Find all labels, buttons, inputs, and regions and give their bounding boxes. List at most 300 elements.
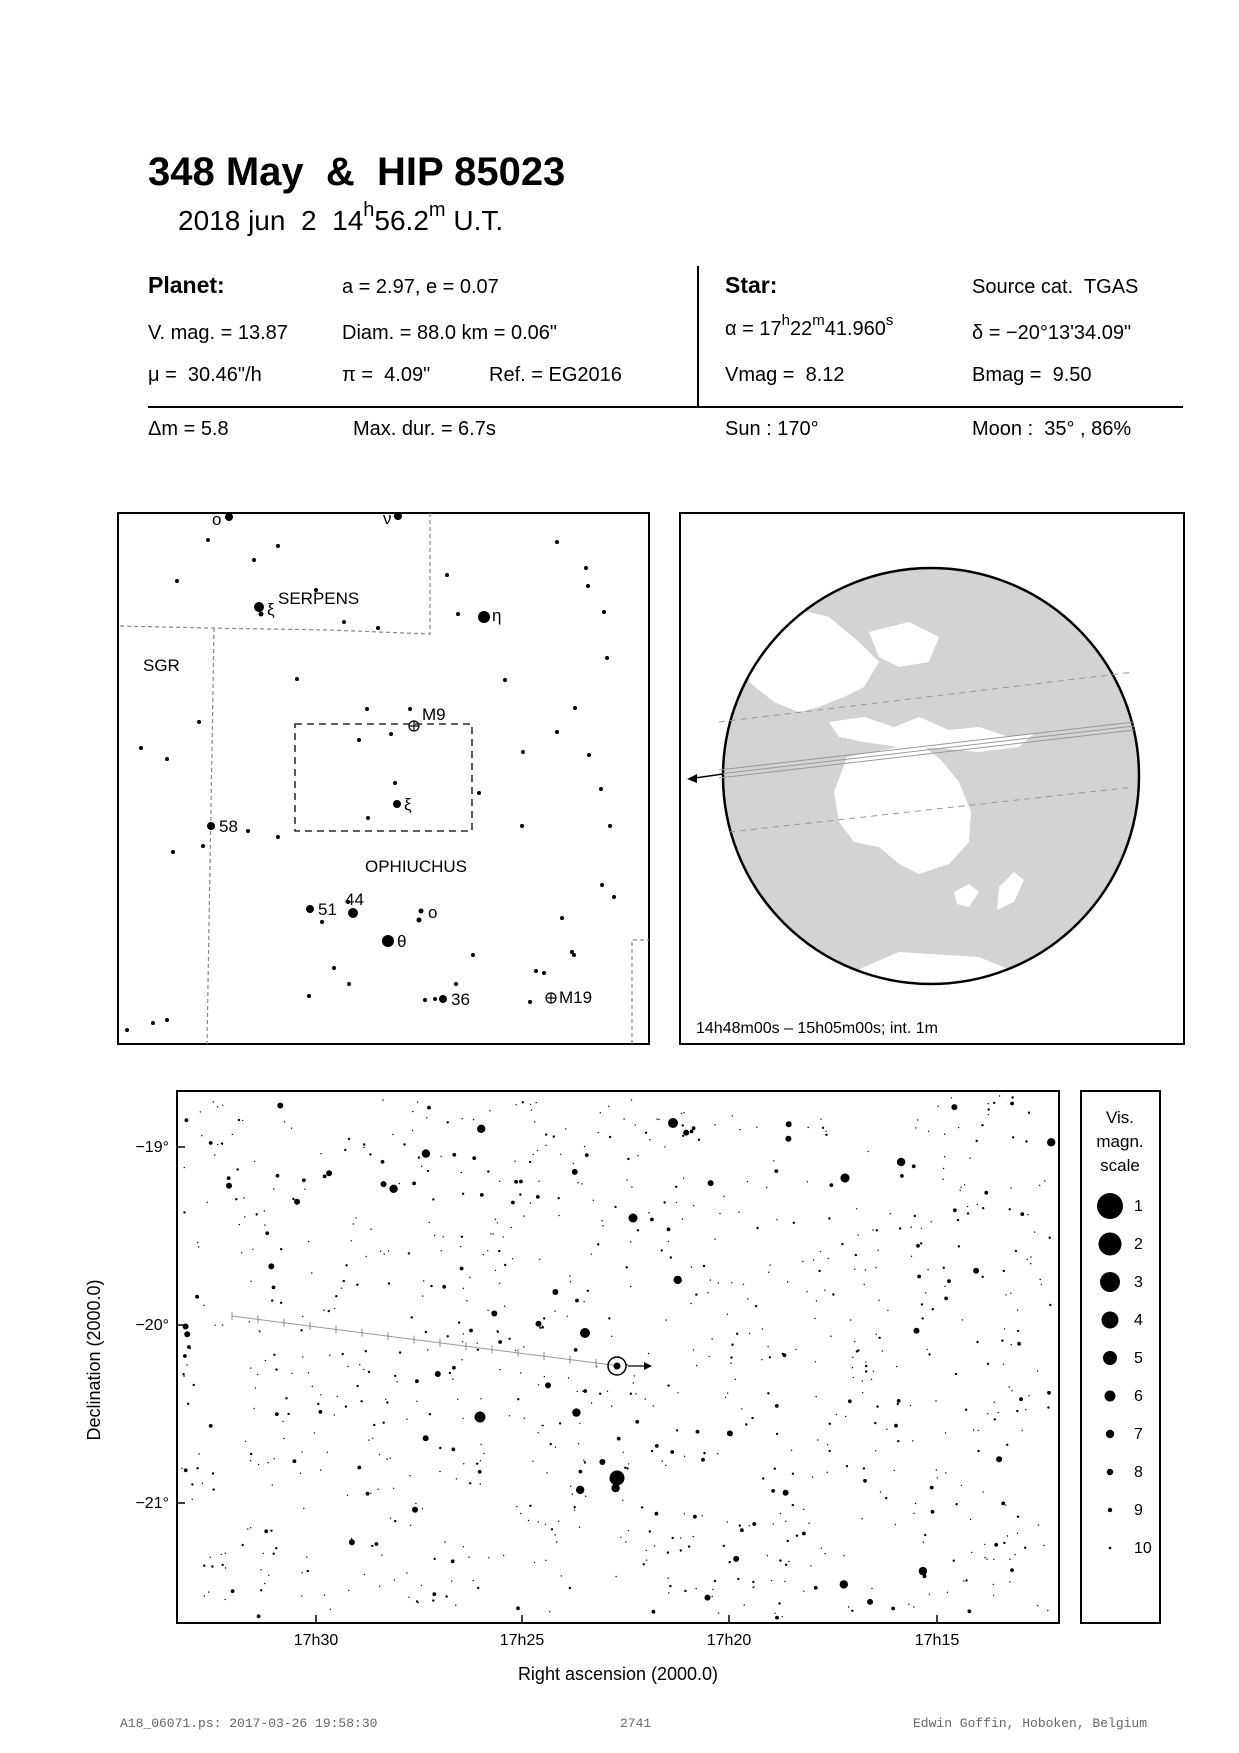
field-star bbox=[576, 1486, 584, 1494]
field-star bbox=[520, 1372, 521, 1373]
field-star bbox=[614, 1206, 616, 1208]
field-star bbox=[422, 1149, 430, 1157]
field-star bbox=[911, 1226, 912, 1227]
field-star bbox=[601, 1220, 602, 1221]
field-star bbox=[195, 1295, 199, 1299]
field-star bbox=[243, 1197, 244, 1198]
field-star bbox=[796, 1535, 798, 1537]
scale-label-6: 6 bbox=[1134, 1388, 1143, 1405]
field-star bbox=[390, 1458, 391, 1459]
field-star bbox=[747, 1181, 748, 1182]
field-star bbox=[186, 1364, 187, 1365]
field-star bbox=[667, 1228, 671, 1232]
field-star bbox=[1009, 1581, 1010, 1582]
field-star bbox=[752, 1587, 753, 1588]
field-star bbox=[300, 1473, 301, 1474]
field-star bbox=[545, 1560, 546, 1561]
field-star bbox=[379, 1454, 380, 1455]
field-star bbox=[668, 1577, 669, 1578]
field-star bbox=[301, 1595, 302, 1596]
field-star bbox=[1004, 1328, 1005, 1329]
field-star bbox=[707, 1292, 708, 1293]
field-star bbox=[273, 1354, 275, 1356]
field-star bbox=[300, 1329, 302, 1331]
field-star bbox=[628, 1530, 629, 1531]
max-duration: Max. dur. = 6.7s bbox=[353, 418, 496, 440]
field-star bbox=[538, 1181, 539, 1182]
field-star bbox=[314, 1432, 315, 1433]
field-star bbox=[964, 1184, 965, 1185]
field-star bbox=[503, 1236, 504, 1237]
scale-title-scale: scale bbox=[1100, 1156, 1140, 1175]
field-star bbox=[1008, 1386, 1009, 1387]
field-star bbox=[793, 1222, 795, 1224]
field-star bbox=[242, 1544, 244, 1546]
scale-title-magn: magn. bbox=[1096, 1132, 1144, 1151]
field-star bbox=[217, 1106, 218, 1107]
field-star bbox=[775, 1404, 779, 1408]
field-star bbox=[822, 1127, 824, 1129]
field-star bbox=[577, 1182, 578, 1183]
field-star bbox=[495, 1219, 496, 1220]
ra-second-unit: s bbox=[885, 312, 894, 329]
field-star bbox=[1028, 1395, 1029, 1396]
field-star bbox=[567, 1316, 568, 1317]
field-star bbox=[572, 1494, 573, 1495]
field-star bbox=[394, 1520, 396, 1522]
field-star bbox=[270, 1530, 272, 1532]
field-star bbox=[427, 1106, 431, 1110]
field-star bbox=[947, 1592, 948, 1593]
field-star bbox=[245, 1441, 246, 1442]
field-star bbox=[714, 1580, 716, 1582]
field-star bbox=[876, 1334, 877, 1335]
field-star bbox=[744, 1604, 745, 1605]
field-star bbox=[752, 1581, 754, 1583]
field-star bbox=[851, 1610, 853, 1612]
field-star bbox=[256, 1213, 258, 1215]
field-star bbox=[515, 1350, 516, 1351]
field-star bbox=[183, 1354, 187, 1358]
field-star bbox=[739, 1524, 741, 1526]
field-star bbox=[705, 1595, 711, 1601]
field-star bbox=[645, 1398, 646, 1399]
label-omicron-serpens: o bbox=[212, 512, 222, 529]
field-star bbox=[593, 1200, 594, 1201]
scale-dot-7 bbox=[1106, 1430, 1114, 1438]
field-star bbox=[627, 1158, 629, 1160]
field-star bbox=[1012, 1136, 1014, 1138]
field-star bbox=[516, 1606, 520, 1610]
field-star bbox=[929, 1594, 930, 1595]
field-star bbox=[457, 1399, 458, 1400]
field-star bbox=[693, 1205, 694, 1206]
field-star bbox=[914, 1328, 920, 1334]
field-star bbox=[1010, 1102, 1014, 1106]
field-star bbox=[476, 1463, 478, 1465]
field-star bbox=[631, 1186, 632, 1187]
field-star bbox=[970, 1519, 971, 1520]
field-star bbox=[1027, 1214, 1028, 1215]
field-star bbox=[897, 1399, 901, 1403]
field-star bbox=[357, 1466, 361, 1470]
field-star bbox=[708, 1180, 714, 1186]
field-star bbox=[451, 1448, 455, 1452]
field-star bbox=[661, 1249, 663, 1251]
field-star bbox=[221, 1554, 222, 1555]
field-star bbox=[602, 1225, 603, 1226]
field-star bbox=[943, 1168, 944, 1169]
field-star bbox=[213, 1101, 214, 1102]
field-star bbox=[712, 1589, 713, 1590]
field-star bbox=[447, 1121, 449, 1123]
field-star bbox=[680, 1537, 681, 1538]
field-star bbox=[573, 1163, 574, 1164]
field-star bbox=[747, 1298, 748, 1299]
field-star bbox=[976, 1140, 978, 1142]
field-star bbox=[347, 1366, 348, 1367]
field-star bbox=[628, 1463, 629, 1464]
field-star bbox=[264, 1210, 265, 1211]
field-star bbox=[487, 1310, 488, 1311]
field-star bbox=[328, 1310, 330, 1312]
field-star bbox=[184, 1331, 190, 1337]
scale-dot-4 bbox=[1102, 1312, 1119, 1329]
field-star bbox=[184, 1167, 185, 1168]
field-star bbox=[623, 1452, 624, 1453]
star-heading: Star: bbox=[725, 272, 778, 298]
field-star bbox=[891, 1607, 895, 1611]
field-star bbox=[330, 1609, 331, 1610]
field-star bbox=[408, 1597, 409, 1598]
field-star bbox=[320, 1394, 321, 1395]
field-star bbox=[785, 1136, 791, 1142]
field-star bbox=[356, 1284, 358, 1286]
field-star bbox=[683, 1112, 684, 1113]
field-star bbox=[388, 1250, 389, 1251]
field-star bbox=[198, 1246, 199, 1247]
xtick-label-3: 17h20 bbox=[706, 1632, 752, 1649]
field-star bbox=[225, 1567, 226, 1568]
field-star bbox=[768, 1272, 769, 1273]
field-star bbox=[462, 1418, 463, 1419]
field-star bbox=[701, 1458, 705, 1462]
field-star bbox=[1001, 1339, 1003, 1341]
field-star bbox=[931, 1221, 932, 1222]
field-star bbox=[986, 1559, 987, 1560]
field-star bbox=[369, 1153, 371, 1155]
field-star bbox=[577, 1391, 578, 1392]
field-star bbox=[572, 1169, 578, 1175]
field-star bbox=[984, 1544, 985, 1545]
field-star bbox=[406, 1572, 407, 1573]
field-star bbox=[668, 1592, 669, 1593]
field-star bbox=[292, 1198, 294, 1200]
field-star bbox=[442, 1236, 443, 1237]
field-star bbox=[215, 1325, 216, 1326]
field-star bbox=[204, 1595, 205, 1596]
field-star bbox=[455, 1605, 456, 1606]
field-star bbox=[727, 1521, 728, 1522]
field-star bbox=[813, 1259, 814, 1260]
field-star bbox=[937, 1477, 938, 1478]
field-star bbox=[383, 1422, 385, 1424]
field-star bbox=[211, 1565, 213, 1567]
field-star bbox=[872, 1229, 873, 1230]
field-star bbox=[871, 1379, 872, 1380]
field-star bbox=[773, 1523, 774, 1524]
field-star bbox=[417, 1101, 418, 1102]
field-star bbox=[534, 1121, 535, 1122]
field-star bbox=[207, 1202, 208, 1203]
field-star bbox=[530, 1202, 531, 1203]
field-star bbox=[803, 1591, 804, 1592]
scale-label-5: 5 bbox=[1134, 1350, 1143, 1367]
star-source-catalog: Source cat. TGAS bbox=[972, 276, 1139, 298]
field-star bbox=[280, 1248, 282, 1250]
field-star bbox=[827, 1472, 828, 1473]
field-star bbox=[351, 1538, 352, 1539]
field-star bbox=[183, 1211, 185, 1213]
field-star bbox=[380, 1251, 381, 1252]
field-star bbox=[830, 1336, 831, 1337]
field-star bbox=[429, 1413, 431, 1415]
field-star bbox=[1015, 1250, 1017, 1252]
field-star bbox=[282, 1421, 283, 1422]
label-serpens: SERPENS bbox=[278, 589, 360, 608]
field-star bbox=[634, 1375, 635, 1376]
field-star bbox=[415, 1503, 416, 1504]
star-declination: δ = −20°13'34.09" bbox=[972, 322, 1132, 344]
field-star bbox=[347, 1495, 348, 1496]
field-star bbox=[487, 1250, 488, 1251]
field-star bbox=[942, 1179, 943, 1180]
field-star bbox=[895, 1524, 896, 1525]
field-star bbox=[988, 1108, 990, 1110]
finder-chart bbox=[117, 512, 650, 1045]
label-sgr: SGR bbox=[143, 656, 180, 675]
field-star bbox=[432, 1198, 434, 1200]
field-star bbox=[785, 1521, 786, 1522]
bright-star bbox=[668, 1118, 678, 1128]
planet-heading: Planet: bbox=[148, 272, 225, 298]
field-star bbox=[187, 1403, 189, 1405]
field-star bbox=[910, 1405, 911, 1406]
field-star bbox=[498, 1332, 499, 1333]
field-star bbox=[993, 1595, 994, 1596]
field-star bbox=[690, 1130, 694, 1134]
field-star bbox=[1011, 1390, 1012, 1391]
field-star bbox=[473, 1119, 474, 1120]
field-star bbox=[600, 1112, 601, 1113]
field-star bbox=[727, 1430, 733, 1436]
field-star bbox=[854, 1341, 855, 1342]
field-star bbox=[993, 1102, 995, 1104]
field-star bbox=[598, 1132, 599, 1133]
field-star bbox=[955, 1373, 957, 1375]
field-star bbox=[509, 1415, 510, 1416]
field-star bbox=[277, 1103, 283, 1109]
field-star bbox=[434, 1558, 436, 1560]
field-star bbox=[862, 1380, 863, 1381]
field-star bbox=[1028, 1112, 1030, 1114]
field-star bbox=[643, 1563, 645, 1565]
field-star bbox=[774, 1468, 776, 1470]
field-star bbox=[727, 1314, 728, 1315]
field-star bbox=[782, 1616, 783, 1617]
field-star bbox=[516, 1104, 517, 1105]
field-star bbox=[587, 1290, 589, 1292]
field-star bbox=[896, 1366, 897, 1367]
field-star bbox=[351, 1240, 352, 1241]
field-star bbox=[545, 1133, 547, 1135]
field-star bbox=[815, 1361, 816, 1362]
field-star bbox=[221, 1142, 223, 1144]
field-star bbox=[1026, 1259, 1027, 1260]
field-star bbox=[545, 1382, 551, 1388]
field-star bbox=[622, 1500, 623, 1501]
field-star bbox=[623, 1118, 624, 1119]
field-star bbox=[508, 1338, 510, 1340]
field-star bbox=[574, 1509, 575, 1510]
field-star bbox=[495, 1270, 496, 1271]
field-star bbox=[241, 1252, 242, 1253]
field-star bbox=[808, 1127, 809, 1128]
field-star bbox=[423, 1280, 424, 1281]
field-star bbox=[695, 1293, 697, 1295]
field-star bbox=[227, 1176, 231, 1180]
field-star bbox=[429, 1222, 430, 1223]
field-star bbox=[743, 1284, 744, 1285]
field-star bbox=[897, 1440, 899, 1442]
field-star bbox=[769, 1264, 770, 1265]
field-star bbox=[441, 1250, 442, 1251]
field-star bbox=[208, 1591, 209, 1592]
field-star bbox=[807, 1181, 808, 1182]
field-star bbox=[935, 1400, 936, 1401]
field-star bbox=[961, 1485, 962, 1486]
field-star bbox=[412, 1507, 418, 1513]
field-star bbox=[693, 1349, 694, 1350]
field-star bbox=[900, 1174, 904, 1178]
field-star bbox=[761, 1359, 762, 1360]
field-star bbox=[668, 1241, 669, 1242]
field-star bbox=[848, 1606, 849, 1607]
field-star bbox=[894, 1424, 898, 1428]
field-star bbox=[820, 1251, 821, 1252]
field-star bbox=[878, 1300, 879, 1301]
field-star bbox=[276, 1174, 280, 1178]
field-star bbox=[542, 1325, 543, 1326]
field-star bbox=[953, 1560, 955, 1562]
field-star bbox=[334, 1414, 335, 1415]
field-star bbox=[631, 1099, 632, 1100]
field-star bbox=[693, 1536, 694, 1537]
field-star bbox=[375, 1542, 379, 1546]
field-star bbox=[690, 1303, 691, 1304]
field-star bbox=[808, 1523, 809, 1524]
event-date: 2018 jun 2 14 bbox=[178, 205, 364, 236]
field-star bbox=[320, 1469, 321, 1470]
field-star bbox=[865, 1365, 867, 1367]
field-star bbox=[953, 1208, 957, 1212]
moon-info: Moon : 35° , 86% bbox=[972, 418, 1132, 440]
field-star bbox=[342, 1353, 344, 1355]
label-51: 51 bbox=[318, 900, 337, 919]
field-star bbox=[555, 1447, 556, 1448]
field-star bbox=[608, 1106, 609, 1107]
field-star bbox=[774, 1613, 775, 1614]
field-star bbox=[944, 1134, 945, 1135]
field-star bbox=[771, 1489, 775, 1493]
field-star bbox=[280, 1302, 282, 1304]
field-star bbox=[915, 1127, 916, 1128]
field-star bbox=[825, 1131, 826, 1132]
y-axis-label: Declination (2000.0) bbox=[84, 1279, 104, 1441]
field-star bbox=[820, 1119, 821, 1120]
field-star bbox=[931, 1510, 935, 1514]
field-star bbox=[932, 1510, 933, 1511]
field-star bbox=[477, 1343, 478, 1344]
field-star bbox=[976, 1341, 978, 1343]
field-star bbox=[265, 1360, 266, 1361]
field-star bbox=[250, 1367, 251, 1368]
field-star bbox=[198, 1453, 199, 1454]
field-star bbox=[534, 1562, 535, 1563]
field-star bbox=[719, 1213, 720, 1214]
field-star bbox=[272, 1286, 276, 1290]
field-star bbox=[217, 1144, 218, 1145]
field-star bbox=[254, 1161, 255, 1162]
field-star bbox=[908, 1604, 909, 1605]
field-star bbox=[650, 1218, 654, 1222]
field-star bbox=[1009, 1559, 1010, 1560]
field-star bbox=[452, 1153, 456, 1157]
field-star bbox=[554, 1310, 555, 1311]
field-star bbox=[897, 1403, 899, 1405]
field-star bbox=[574, 1506, 576, 1508]
field-star bbox=[399, 1351, 401, 1353]
field-star bbox=[984, 1191, 988, 1195]
field-star bbox=[714, 1238, 715, 1239]
field-star bbox=[202, 1483, 203, 1484]
scale-dot-6 bbox=[1105, 1391, 1116, 1402]
field-star bbox=[542, 1425, 543, 1426]
field-star bbox=[853, 1377, 854, 1378]
field-star bbox=[633, 1382, 634, 1383]
field-star bbox=[469, 1277, 470, 1278]
field-star bbox=[852, 1357, 853, 1358]
field-star bbox=[554, 1534, 555, 1535]
field-star bbox=[434, 1235, 435, 1236]
field-star bbox=[855, 1254, 857, 1256]
field-star bbox=[814, 1586, 818, 1590]
scale-label-2: 2 bbox=[1134, 1236, 1143, 1253]
field-star bbox=[885, 1497, 887, 1499]
field-star bbox=[987, 1413, 988, 1414]
scale-label-9: 9 bbox=[1134, 1502, 1143, 1519]
field-star bbox=[523, 1215, 524, 1216]
field-star bbox=[873, 1371, 874, 1372]
field-star bbox=[783, 1490, 789, 1496]
field-star bbox=[683, 1130, 689, 1136]
field-star bbox=[238, 1119, 240, 1121]
field-star bbox=[812, 1476, 813, 1477]
field-star bbox=[681, 1113, 682, 1114]
field-star bbox=[943, 1267, 945, 1269]
field-star bbox=[951, 1097, 952, 1098]
field-star bbox=[536, 1321, 542, 1327]
